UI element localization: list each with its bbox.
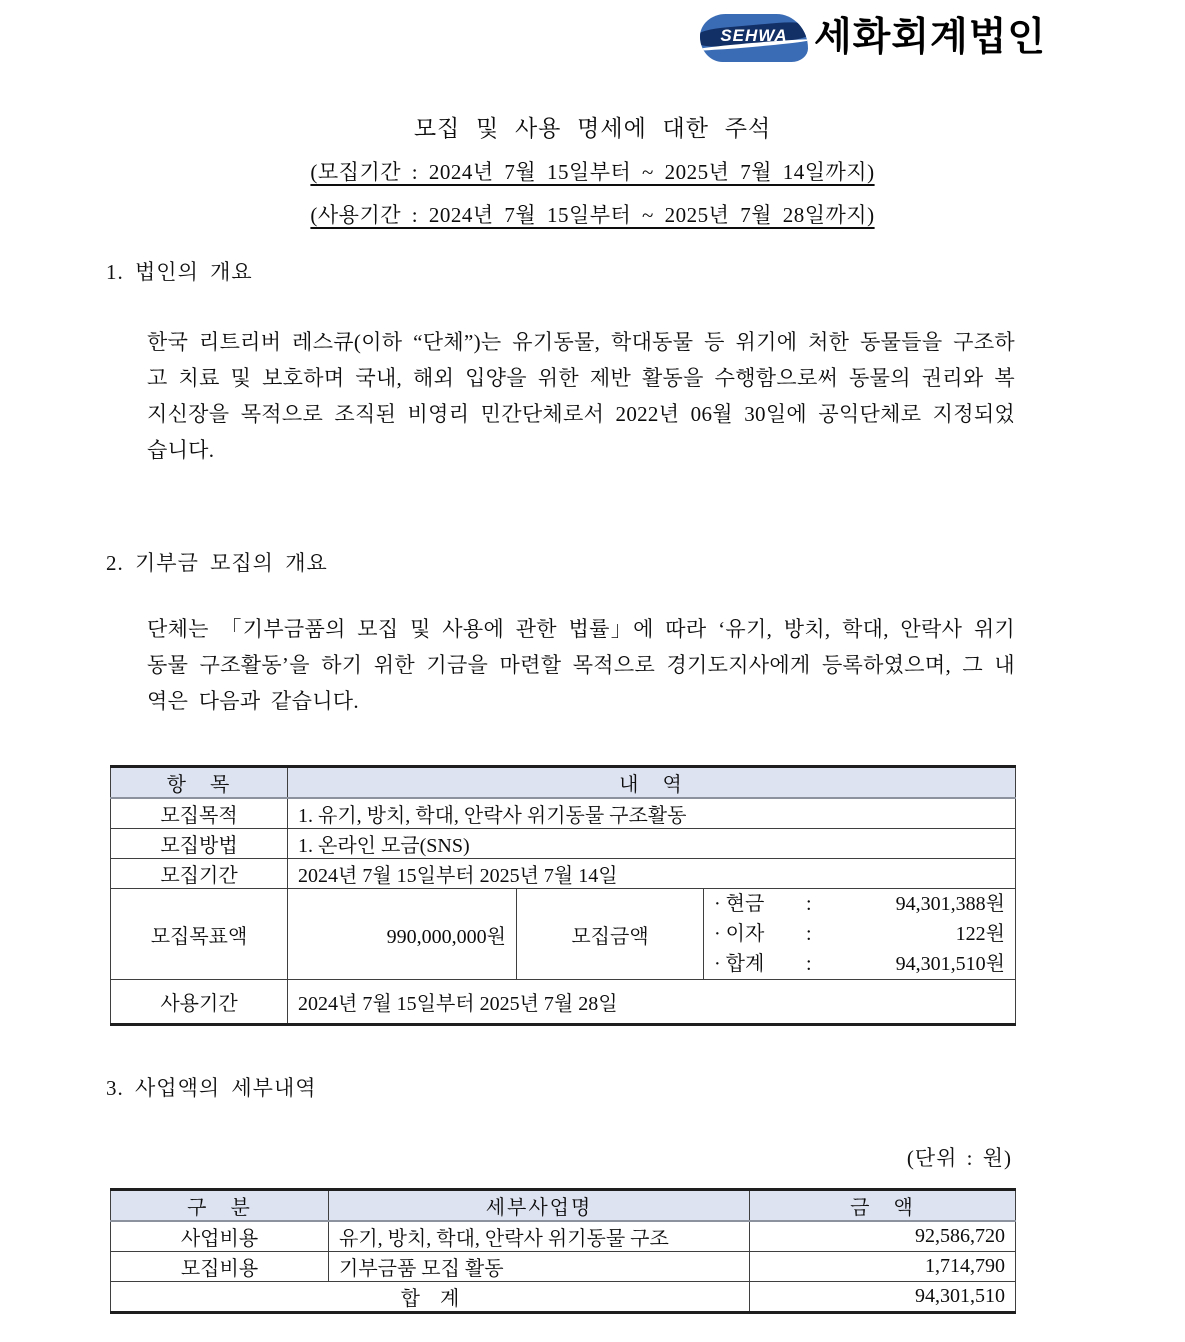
target-label-cell: 모집목표액 — [111, 889, 288, 980]
page-title: 모집 및 사용 명세에 대한 주석 — [413, 116, 772, 141]
use-value-cell: 2024년 7월 15일부터 2025년 7월 28일 — [288, 980, 1016, 1025]
category-cell: 사업비용 — [111, 1221, 329, 1252]
cash-colon: : — [806, 893, 812, 915]
header-detail-cell: 내 역 — [288, 767, 1016, 799]
table-total-row — [111, 1282, 1016, 1313]
interest-colon: : — [806, 923, 812, 945]
header-name-cell: 세부사업명 — [329, 1190, 750, 1222]
period-label-cell: 모집기간 — [111, 859, 288, 889]
sum-line — [714, 949, 1005, 979]
sehwa-logo-icon — [700, 14, 808, 62]
purpose-value-cell: 1. 유기, 방치, 학대, 안락사 위기동물 구조활동 — [288, 798, 1016, 829]
table-row — [111, 859, 1016, 889]
sum-colon: : — [806, 953, 812, 975]
cash-value: 94,301,388원 — [895, 893, 1005, 915]
usage-period-line: (사용기간 : 2024년 7월 15일부터 ~ 2025년 7월 28일까지) — [310, 203, 875, 227]
total-label-cell: 합 계 — [111, 1282, 750, 1313]
company-name: 세화회계법인 — [814, 16, 1047, 59]
cash-label: · 현금 — [714, 893, 765, 915]
table-row — [111, 1252, 1016, 1282]
amount-label-cell: 모집금액 — [517, 889, 704, 980]
method-label-cell: 모집방법 — [111, 829, 288, 859]
header-item-cell: 항 목 — [111, 767, 288, 799]
use-label-cell: 사용기간 — [111, 980, 288, 1025]
name-cell: 기부금품 모집 활동 — [329, 1252, 750, 1282]
company-logo — [700, 14, 1046, 62]
period-value-cell: 2024년 7월 15일부터 2025년 7월 14일 — [288, 859, 1016, 889]
table-row — [111, 980, 1016, 1025]
cash-line — [714, 889, 1005, 919]
table-row — [111, 798, 1016, 829]
header-category-cell: 구 분 — [111, 1190, 329, 1222]
amount-cell: 92,586,720 — [750, 1221, 1016, 1252]
table-row — [111, 889, 1016, 980]
header-amount-cell: 금 액 — [750, 1190, 1016, 1222]
category-cell: 모집비용 — [111, 1252, 329, 1282]
interest-value: 122원 — [955, 923, 1005, 945]
target-value-cell: 990,000,000원 — [288, 889, 517, 980]
section3-heading: 3. 사업액의 세부내역 — [106, 1076, 317, 1100]
total-amount-cell: 94,301,510 — [750, 1282, 1016, 1313]
unit-label: (단위 : 원) — [906, 1146, 1012, 1170]
section1-heading: 1. 법인의 개요 — [106, 260, 253, 284]
interest-label: · 이자 — [714, 923, 765, 945]
interest-line — [714, 919, 1005, 949]
logo-brand-text: SEHWA — [720, 26, 788, 45]
collection-overview-table — [110, 765, 1016, 1026]
amount-breakdown-cell — [704, 889, 1016, 980]
title-block — [0, 110, 1185, 229]
purpose-label-cell: 모집목적 — [111, 798, 288, 829]
section2-heading: 2. 기부금 모집의 개요 — [106, 551, 328, 575]
business-detail-table — [110, 1188, 1016, 1314]
table-header-row — [111, 767, 1016, 799]
table-row — [111, 829, 1016, 859]
sum-value: 94,301,510원 — [895, 953, 1005, 975]
sum-label: · 합계 — [714, 953, 765, 975]
table-header-row — [111, 1190, 1016, 1222]
name-cell: 유기, 방치, 학대, 안락사 위기동물 구조 — [329, 1221, 750, 1252]
collection-period-line: (모집기간 : 2024년 7월 15일부터 ~ 2025년 7월 14일까지) — [310, 160, 875, 184]
method-value-cell: 1. 온라인 모금(SNS) — [288, 829, 1016, 859]
table-row — [111, 1221, 1016, 1252]
section2-paragraph: 단체는 「기부금품의 모집 및 사용에 관한 법률」에 따라 ‘유기, 방치, 학대, 안락사 위기동물 구조활동’을 하기 위한 기금을 마련할 목적으로 경기도지사에게 등록하였으며, 그 내역은 다음과 같습니다. — [147, 617, 1015, 713]
section1-paragraph: 한국 리트리버 레스큐(이하 “단체”)는 유기동물, 학대동물 등 위기에 처한 동물들을 구조하고 치료 및 보호하며 국내, 해외 입양을 위한 제반 활동을 수행함으로써 동물의 권리와 복지신장을 목적으로 조직된 비영리 민간단체로서 2022년 06월 30일에 공익단체로 지정되었습니다. — [147, 330, 1015, 462]
amount-cell: 1,714,790 — [750, 1252, 1016, 1282]
